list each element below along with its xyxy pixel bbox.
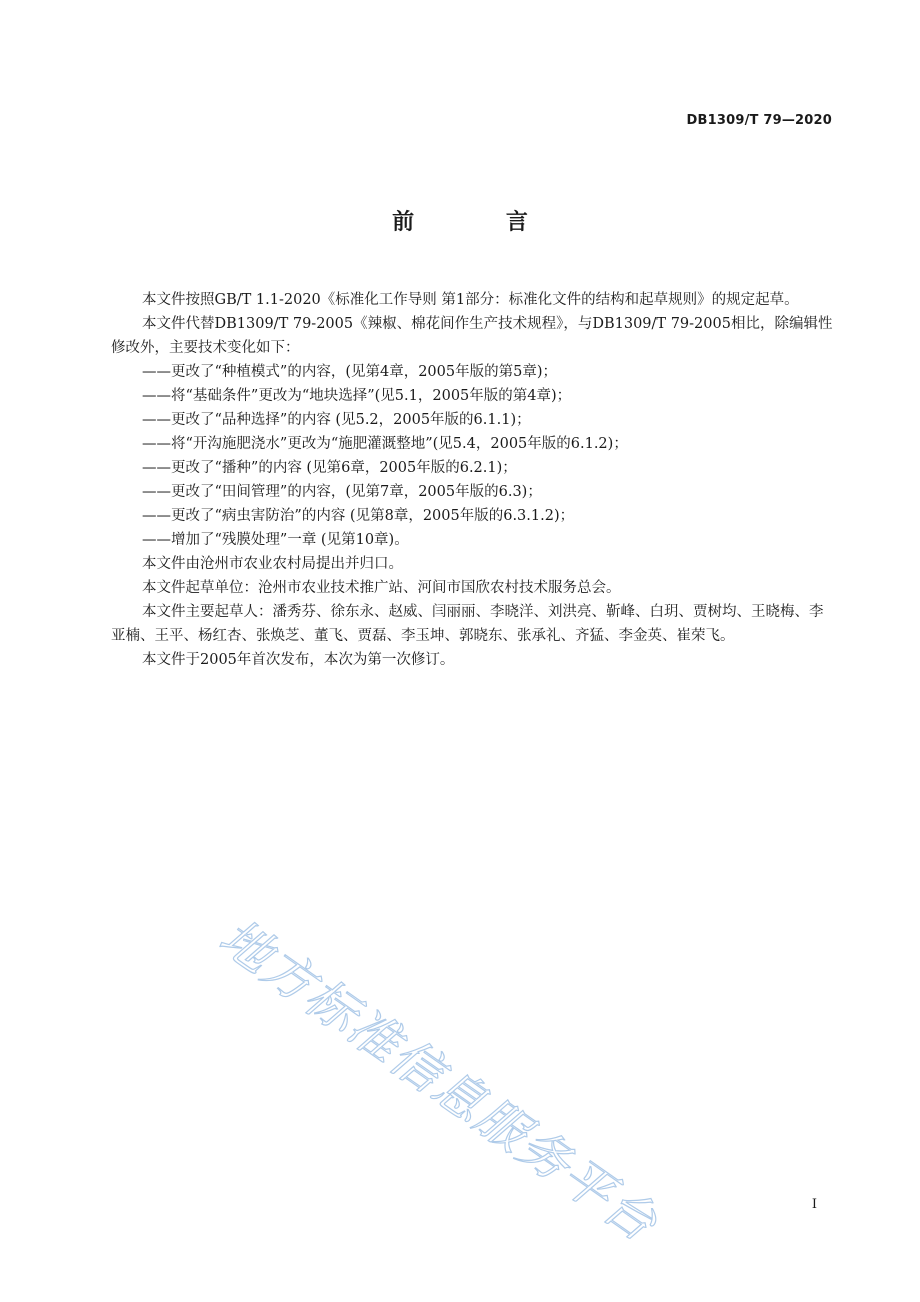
paragraph-drafters: 本文件主要起草人：潘秀芬、徐东永、赵威、闫丽丽、李晓洋、刘洪亮、靳峰、白玥、贾树均、王晓梅、李亚楠、王平、杨红杏、张焕芝、董飞、贾磊、李玉坤、郭晓东、张承礼、齐猛、李金英、崔荣飞。 [111,604,824,644]
page-number: I [811,1197,817,1212]
change-item: ——更改了“病虫害防治”的内容 (见第8章，2005年版的6.3.1.2)； [142,508,575,524]
change-item: ——更改了“品种选择”的内容 (见5.2，2005年版的6.1.1)； [142,412,531,428]
change-item: ——更改了“田间管理”的内容，(见第7章，2005年版的6.3)； [142,484,542,500]
change-item: ——更改了“播种”的内容 (见第6章，2005年版的6.2.1)； [142,460,517,476]
paragraph-replacement: 本文件代替DB1309/T 79-2005《辣椒、棉花间作生产技术规程》，与DB1309/T 79-2005相比，除编辑性修改外，主要技术变化如下： [111,316,833,356]
paragraph-publication-history: 本文件于2005年首次发布，本次为第一次修订。 [142,652,455,668]
change-item: ——将“开沟施肥浇水”更改为“施肥灌溉整地”(见5.4，2005年版的6.1.2)； [142,436,628,452]
paragraph-drafting-units: 本文件起草单位：沧州市农业技术推广站、河间市国欣农村技术服务总会。 [142,580,621,596]
foreword-body [111,288,833,672]
watermark-text: 地方标准信息服务平台 [209,907,669,1254]
page-title: 前 言 [392,210,570,235]
change-item: ——更改了“种植模式”的内容，(见第4章，2005年版的第5章)； [142,364,557,380]
paragraph-standard-basis: 本文件按照GB/T 1.1-2020《标准化工作导则 第1部分：标准化文件的结构和起草规则》的规定起草。 [142,292,799,308]
document-code: DB1309/T 79—2020 [686,113,832,128]
paragraph-proposer: 本文件由沧州市农业农村局提出并归口。 [142,556,403,572]
change-item: ——增加了“残膜处理”一章 (见第10章)。 [142,532,409,548]
change-item: ——将“基础条件”更改为“地块选择”(见5.1，2005年版的第4章)； [142,388,572,404]
